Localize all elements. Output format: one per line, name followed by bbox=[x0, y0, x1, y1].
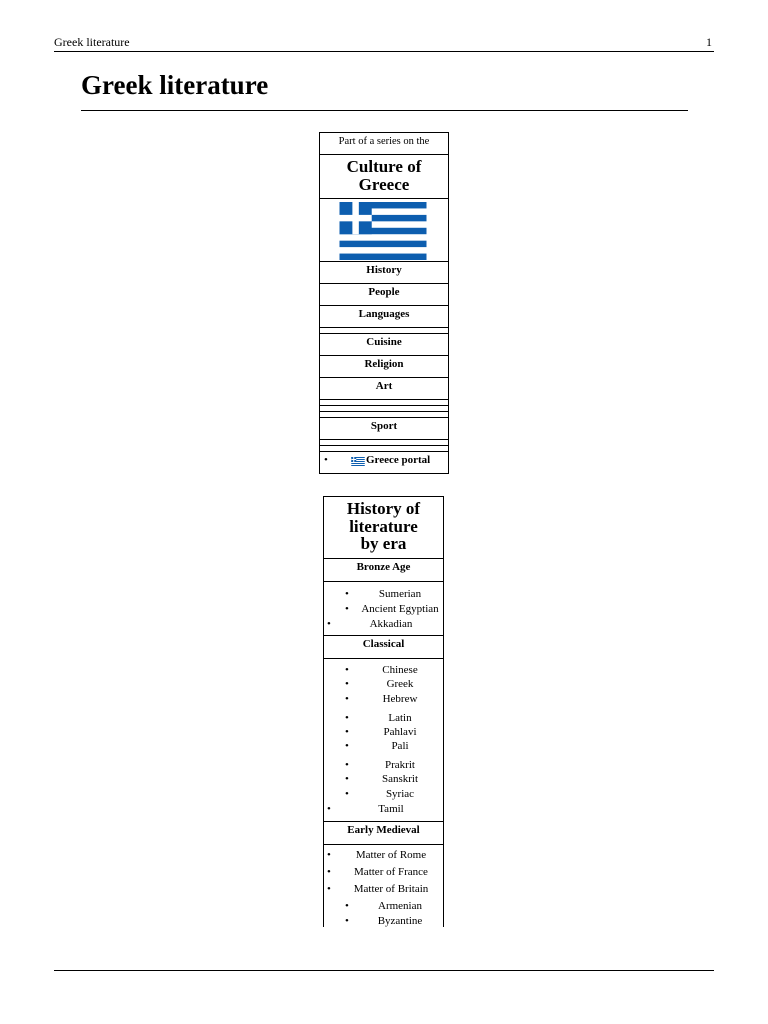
list-item[interactable]: • Sumerian bbox=[345, 588, 422, 600]
greece-flag-icon bbox=[337, 202, 429, 260]
list-item[interactable]: • Matter of Rome bbox=[327, 849, 427, 861]
link-religion[interactable]: Religion bbox=[320, 355, 448, 377]
link-languages[interactable]: Languages bbox=[320, 305, 448, 327]
link-history[interactable]: History bbox=[320, 261, 448, 283]
history-title-line1: History of bbox=[346, 499, 421, 518]
culture-title-line2: Greece bbox=[358, 175, 410, 194]
culture-title-line1: Culture of bbox=[346, 157, 422, 176]
history-title-line2: literature bbox=[349, 516, 418, 536]
list-item[interactable]: • Syriac bbox=[345, 788, 415, 800]
list-item[interactable]: • Byzantine bbox=[345, 915, 423, 927]
running-header-title: Greek literature bbox=[54, 35, 130, 49]
list-item[interactable]: • Pahlavi bbox=[345, 726, 417, 738]
bronze-age-list bbox=[324, 581, 443, 635]
bullet: • bbox=[327, 618, 331, 630]
history-of-literature-box bbox=[323, 496, 444, 927]
bullet: • bbox=[345, 678, 349, 690]
greece-portal-link[interactable] bbox=[320, 451, 448, 473]
flag-row bbox=[320, 198, 448, 261]
bullet: • bbox=[345, 740, 349, 752]
list-item[interactable]: • Matter of France bbox=[327, 866, 428, 878]
title-rule bbox=[81, 110, 688, 111]
bullet: • bbox=[345, 915, 349, 927]
bullet: • bbox=[327, 866, 331, 878]
list-item[interactable]: • Matter of Britain bbox=[327, 883, 429, 895]
list-item[interactable]: • Tamil bbox=[327, 803, 404, 815]
link-people[interactable]: People bbox=[320, 283, 448, 305]
culture-of-greece-box bbox=[319, 132, 449, 474]
running-header bbox=[54, 35, 714, 51]
list-item[interactable]: • Hebrew bbox=[345, 693, 418, 705]
list-item[interactable]: • Akkadian bbox=[327, 618, 413, 630]
bullet: • bbox=[327, 803, 331, 815]
classical-list bbox=[324, 658, 443, 821]
series-label: Part of a series on the bbox=[338, 136, 430, 147]
list-item[interactable]: • Greek bbox=[345, 678, 414, 690]
link-cuisine[interactable]: Cuisine bbox=[320, 333, 448, 355]
section-heading-bronze-age: Bronze Age bbox=[324, 558, 443, 581]
bullet: • bbox=[327, 883, 331, 895]
history-title-line3: by era bbox=[360, 534, 407, 553]
list-item[interactable]: • Latin bbox=[345, 712, 412, 724]
bullet: • bbox=[327, 849, 331, 861]
bullet: • bbox=[345, 603, 349, 615]
list-item[interactable]: • Pali bbox=[345, 740, 409, 752]
greece-flag-small-icon bbox=[351, 457, 365, 466]
list-item[interactable]: • Chinese bbox=[345, 664, 418, 676]
section-heading-classical: Classical bbox=[324, 635, 443, 658]
link-sport[interactable]: Sport bbox=[320, 417, 448, 439]
bullet: • bbox=[345, 759, 349, 771]
bullet: • bbox=[345, 788, 349, 800]
bullet: • bbox=[324, 454, 328, 466]
list-item[interactable]: • Ancient Egyptian bbox=[345, 603, 439, 615]
bullet: • bbox=[345, 773, 349, 785]
greece-portal-label: Greece portal bbox=[366, 454, 431, 466]
section-heading-early-medieval: Early Medieval bbox=[324, 821, 443, 844]
early-medieval-list bbox=[324, 844, 443, 927]
footer-rule bbox=[54, 970, 714, 971]
bullet: • bbox=[345, 712, 349, 724]
list-item[interactable]: • Prakrit bbox=[345, 759, 415, 771]
page-title: Greek literature bbox=[81, 70, 269, 100]
bullet: • bbox=[345, 588, 349, 600]
header-rule bbox=[54, 51, 714, 52]
bullet: • bbox=[345, 726, 349, 738]
page-number: 1 bbox=[706, 35, 712, 49]
culture-box-title bbox=[320, 154, 448, 198]
bullet: • bbox=[345, 900, 349, 912]
bullet: • bbox=[345, 664, 349, 676]
history-box-title bbox=[324, 497, 443, 558]
bullet: • bbox=[345, 693, 349, 705]
list-item[interactable]: • Armenian bbox=[345, 900, 422, 912]
link-art[interactable]: Art bbox=[320, 377, 448, 399]
list-item[interactable]: • Sanskrit bbox=[345, 773, 419, 785]
